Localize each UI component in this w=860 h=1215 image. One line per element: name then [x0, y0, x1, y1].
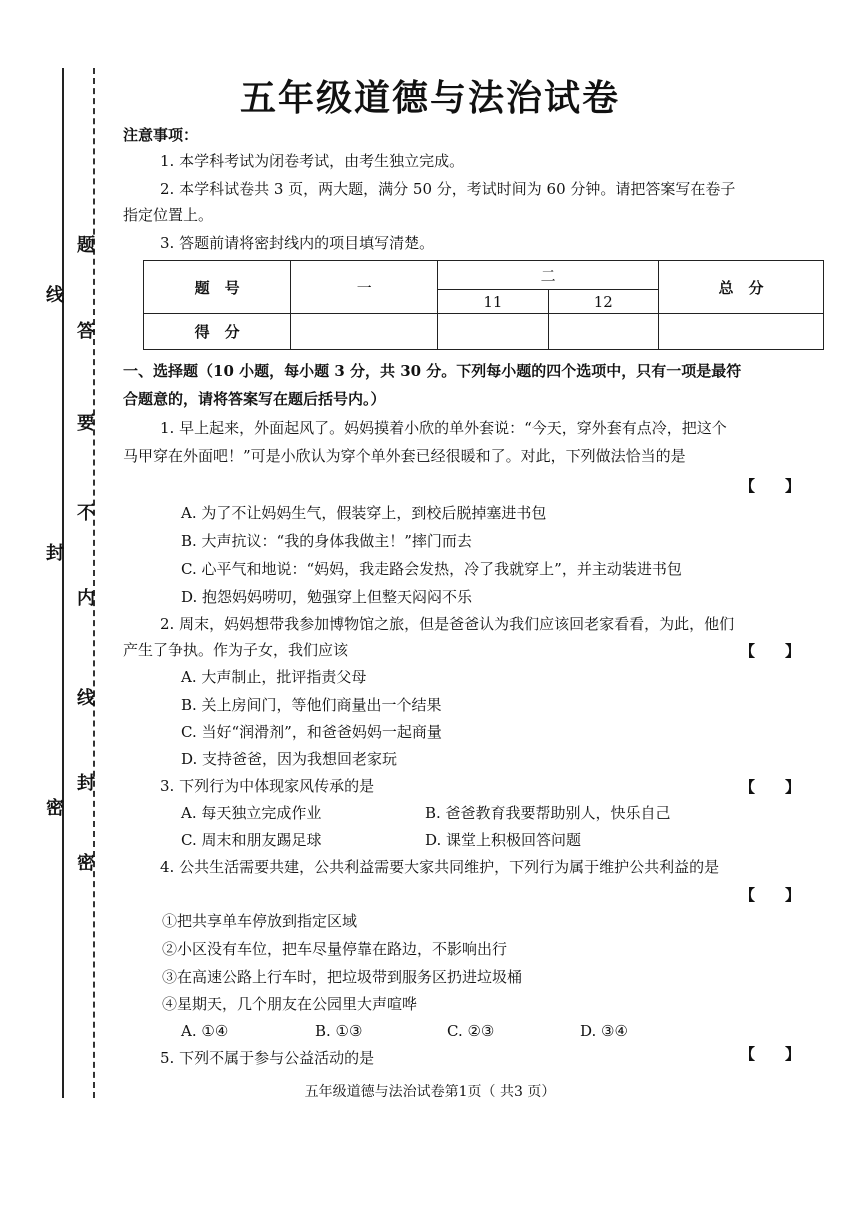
seal-inner-char: 内 [77, 588, 95, 609]
score-col-one: 一 [291, 261, 438, 314]
question-stem: 5. 下列不属于参与公益活动的是 [160, 1049, 375, 1067]
notice-heading: 注意事项： [123, 126, 199, 144]
question-stem: 1. 早上起来，外面起风了。妈妈摸着小欣的单外套说：“今天，穿外套有点冷，把这个 [160, 419, 727, 437]
score-header-label: 题 号 [144, 261, 291, 314]
section1-heading: 合题意的，请将答案写在题后括号内。） [123, 390, 386, 408]
score-col-two: 二 [438, 261, 659, 290]
option-b: B. 爸爸教育我要帮助别人，快乐自己 [425, 804, 671, 822]
option-c: C. 心平气和地说：“妈妈，我走路会发热，冷了我就穿上”，并主动装进书包 [181, 560, 682, 578]
option-d: D. ③④ [580, 1022, 628, 1040]
seal-solid-line [62, 68, 64, 1098]
option-b: B. 大声抗议：“我的身体我做主！”摔门而去 [181, 532, 472, 550]
statement-item: ④星期天，几个朋友在公园里大声喧哗 [162, 995, 418, 1013]
statement-item: ①把共享单车停放到指定区域 [162, 912, 358, 930]
notice-item: 3. 答题前请将密封线内的项目填写清楚。 [160, 234, 435, 252]
score-sub-12: 12 [548, 290, 658, 314]
question-stem: 马甲穿在外面吧！”可是小欣认为穿个单外套已经很暖和了。对此，下列做法恰当的是 [123, 447, 686, 465]
question-stem: 3. 下列行为中体现家风传承的是 [160, 777, 375, 795]
page-title: 五年级道德与法治试卷 [239, 77, 620, 119]
option-b: B. ①③ [315, 1022, 363, 1040]
seal-inner-char: 题 [77, 235, 95, 256]
option-a: A. 每天独立完成作业 [181, 804, 322, 822]
question-stem: 产生了争执。作为子女，我们应该 [123, 641, 349, 659]
seal-inner-char: 要 [77, 413, 95, 434]
answer-bracket-q5[interactable]: 【 】 [740, 1045, 801, 1063]
option-b: B. 关上房间门，等他们商量出一个结果 [181, 696, 442, 714]
score-cell-total[interactable] [658, 314, 823, 350]
section1-heading: 一、选择题（10 小题，每小题 3 分，共 30 分。下列每小题的四个选项中，只有一项是最符 [123, 362, 742, 380]
option-a: A. 大声制止，批评指责父母 [181, 668, 367, 686]
seal-inner-char: 答 [77, 321, 95, 342]
seal-inner-char: 密 [77, 853, 95, 874]
score-cell-12[interactable] [548, 314, 658, 350]
page-footer: 五年级道德与法治试卷第1页（ 共3 页） [304, 1084, 556, 1100]
seal-dashed-line [93, 68, 95, 1098]
score-cell-one[interactable] [291, 314, 438, 350]
option-d: D. 课堂上积极回答问题 [425, 831, 582, 849]
answer-bracket-q3[interactable]: 【 】 [740, 778, 801, 796]
seal-char-mi: 密 [46, 798, 64, 819]
score-row-label: 得 分 [144, 314, 291, 350]
option-a: A. ①④ [181, 1022, 229, 1040]
notice-item: 1. 本学科考试为闭卷考试，由考生独立完成。 [160, 152, 465, 170]
seal-inner-char: 线 [77, 688, 95, 709]
seal-char-xian: 线 [46, 285, 64, 306]
score-sub-11: 11 [438, 290, 548, 314]
option-c: C. 当好“润滑剂”，和爸爸妈妈一起商量 [181, 723, 442, 741]
score-total-label: 总 分 [658, 261, 823, 314]
option-a: A. 为了不让妈妈生气，假装穿上，到校后脱掉塞进书包 [181, 504, 547, 522]
notice-item: 指定位置上。 [123, 206, 214, 224]
option-d: D. 支持爸爸，因为我想回老家玩 [181, 750, 398, 768]
notice-item: 2. 本学科试卷共 3 页，两大题，满分 50 分，考试时间为 60 分钟。请把答案写在卷子 [160, 180, 736, 198]
score-cell-11[interactable] [438, 314, 548, 350]
answer-bracket-q1[interactable]: 【 】 [740, 477, 801, 495]
option-c: C. 周末和朋友踢足球 [181, 831, 322, 849]
option-c: C. ②③ [447, 1022, 495, 1040]
question-stem: 2. 周末，妈妈想带我参加博物馆之旅，但是爸爸认为我们应该回老家看看，为此，他们 [160, 615, 735, 633]
option-d: D. 抱怨妈妈唠叨，勉强穿上但整天闷闷不乐 [181, 588, 473, 606]
answer-bracket-q4[interactable]: 【 】 [740, 886, 801, 904]
seal-inner-char: 封 [77, 773, 95, 794]
statement-item: ③在高速公路上行车时，把垃圾带到服务区扔进垃圾桶 [162, 968, 523, 986]
score-table [143, 260, 824, 350]
question-stem: 4. 公共生活需要共建，公共利益需要大家共同维护，下列行为属于维护公共利益的是 [160, 858, 720, 876]
statement-item: ②小区没有车位，把车尽量停靠在路边，不影响出行 [162, 940, 508, 958]
seal-char-feng: 封 [46, 543, 64, 564]
seal-inner-char: 不 [77, 503, 95, 524]
answer-bracket-q2[interactable]: 【 】 [740, 642, 801, 660]
